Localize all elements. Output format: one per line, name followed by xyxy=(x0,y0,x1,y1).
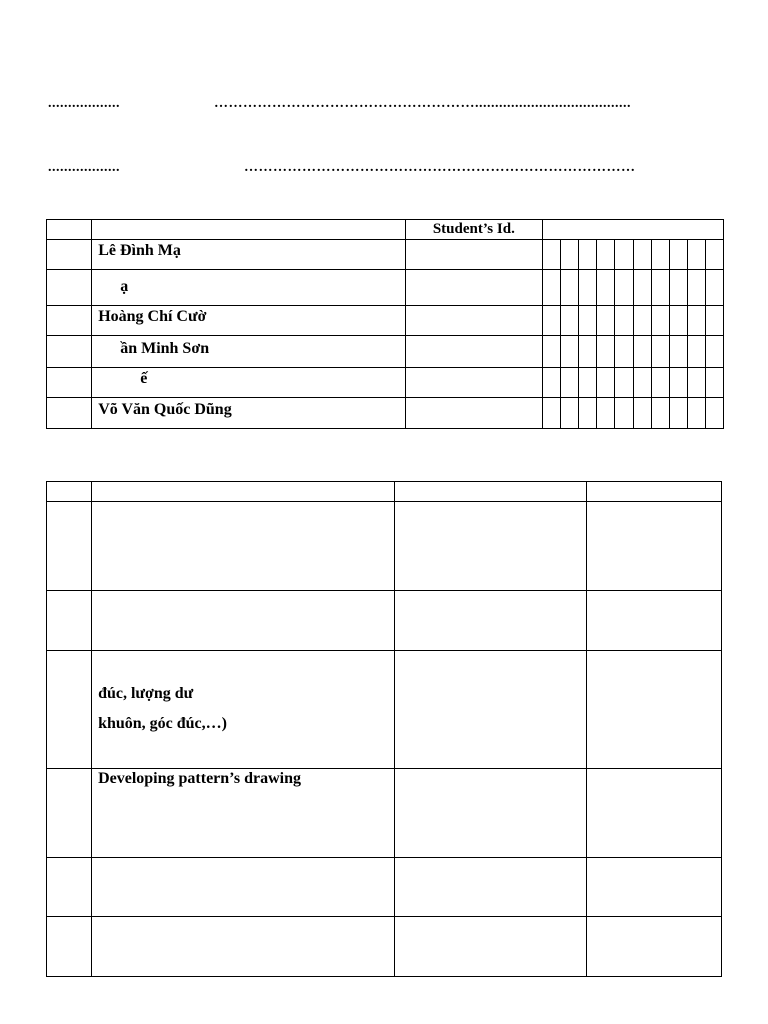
student-row xyxy=(47,336,724,368)
students-table xyxy=(46,219,724,429)
task-description xyxy=(92,651,394,769)
student-name: Võ Văn Quốc Dũng xyxy=(92,398,405,429)
task-row xyxy=(47,502,722,591)
student-row xyxy=(47,368,724,398)
task-row xyxy=(47,917,722,977)
task-row xyxy=(47,651,722,769)
header-cell-no xyxy=(47,220,92,240)
task-row xyxy=(47,769,722,858)
student-row xyxy=(47,306,724,336)
student-name: ạ xyxy=(92,270,405,306)
students-header-row xyxy=(47,220,724,240)
student-row xyxy=(47,398,724,429)
header-row2-right-dots: ……………………………………………………………………… xyxy=(244,160,636,175)
task-line: Developing pattern’s drawing xyxy=(98,770,302,787)
task-row xyxy=(47,591,722,651)
task-line: khuôn, góc đúc,…) xyxy=(98,715,227,732)
student-name: Lê Đình Mạ xyxy=(92,240,405,270)
student-name: ế xyxy=(92,368,405,398)
header-row1-left-dots: .................. xyxy=(48,96,120,111)
student-row xyxy=(47,270,724,306)
student-name: Hoàng Chí Cườ xyxy=(92,306,405,336)
header-row2-left-dots: .................. xyxy=(48,160,120,175)
task-row xyxy=(47,858,722,917)
task-line: đúc, lượng dư xyxy=(98,685,194,702)
student-name: ần Minh Sơn xyxy=(92,336,405,368)
header-row1-right-dots: ………………………………………………....................................... xyxy=(214,96,631,111)
header-cell-digits xyxy=(543,220,724,240)
task-description xyxy=(92,769,394,858)
header-cell-name xyxy=(92,220,405,240)
student-row xyxy=(47,240,724,270)
tasks-table xyxy=(46,481,722,977)
student-id-header: Student’s Id. xyxy=(405,220,543,240)
tasks-header-row xyxy=(47,482,722,502)
